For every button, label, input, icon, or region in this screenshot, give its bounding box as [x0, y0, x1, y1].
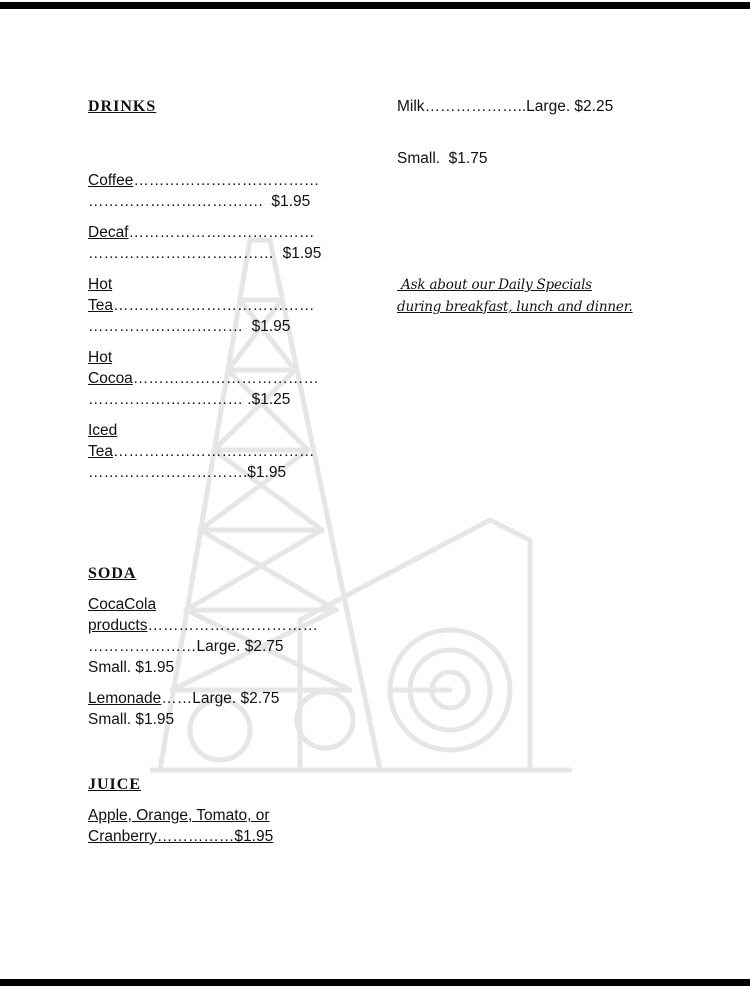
juice-cranberry-name: Cranberry [88, 828, 157, 845]
iced-tea-name-line2: Tea [88, 443, 113, 460]
cocacola-large-price: …………………Large. $2.75 [88, 638, 284, 655]
decaf-dots: ……………………………… [128, 224, 315, 241]
cocacola-dots: …………………………… [147, 617, 318, 634]
milk-large-price: ………………..Large. $2.25 [424, 98, 614, 115]
hot-tea-name-line2: Tea [88, 297, 113, 314]
juice-item [88, 805, 358, 847]
hot-tea-dots: ………………………………… [113, 297, 315, 314]
juice-price: ……………$1.95 [156, 828, 274, 845]
iced-tea-name-line1: Iced [88, 422, 118, 439]
right-menu-column [397, 96, 697, 179]
milk-small-price: Small. $1.75 [397, 150, 488, 167]
iced-tea-item [88, 420, 358, 483]
hot-cocoa-price-line: ………………………… .$1.25 [88, 391, 291, 408]
hot-tea-item [88, 274, 358, 337]
soda-heading: SODA [88, 565, 137, 582]
milk-item [397, 96, 697, 169]
specials-line2: during breakfast, lunch and dinner. [397, 299, 633, 315]
left-menu-column [88, 96, 358, 857]
lemonade-name: Lemonade [88, 690, 162, 707]
iced-tea-dots: ………………………………… [113, 443, 315, 460]
cocacola-name-line1: CocaCola [88, 596, 157, 613]
cocacola-small-price: Small. $1.95 [88, 659, 175, 676]
drinks-heading: DRINKS [88, 98, 157, 115]
hot-cocoa-dots: ……………………………… [132, 370, 319, 387]
milk-name: Milk [397, 98, 425, 115]
coffee-name: Coffee [88, 172, 134, 189]
hot-tea-name-line1: Hot [88, 276, 113, 293]
juice-heading: JUICE [88, 776, 142, 793]
decaf-name: Decaf [88, 224, 129, 241]
decaf-item [88, 222, 358, 264]
lemonade-small-price: Small. $1.95 [88, 711, 175, 728]
juice-varieties: Apple, Orange, Tomato, or [88, 807, 270, 824]
coffee-dots: ……………………………… [133, 172, 320, 189]
bottom-border-bar [0, 979, 750, 986]
cocacola-item [88, 594, 358, 678]
lemonade-large-price: ……Large. $2.75 [161, 690, 280, 707]
top-border-bar [0, 2, 750, 9]
specials-line1: Ask about our Daily Specials [397, 277, 592, 293]
coffee-item [88, 170, 358, 212]
cocacola-name-line2: products [88, 617, 148, 634]
decaf-price-line: ……………………………… $1.95 [88, 245, 322, 262]
lemonade-item [88, 688, 358, 730]
hot-cocoa-name-line2: Cocoa [88, 370, 133, 387]
hot-cocoa-item [88, 347, 358, 410]
daily-specials-note [397, 274, 697, 318]
iced-tea-price-line: ………………………….$1.95 [88, 464, 287, 481]
hot-cocoa-name-line1: Hot [88, 349, 113, 366]
coffee-price-line: ……………………………. $1.95 [88, 193, 311, 210]
hot-tea-price-line: ………………………… $1.95 [88, 318, 291, 335]
